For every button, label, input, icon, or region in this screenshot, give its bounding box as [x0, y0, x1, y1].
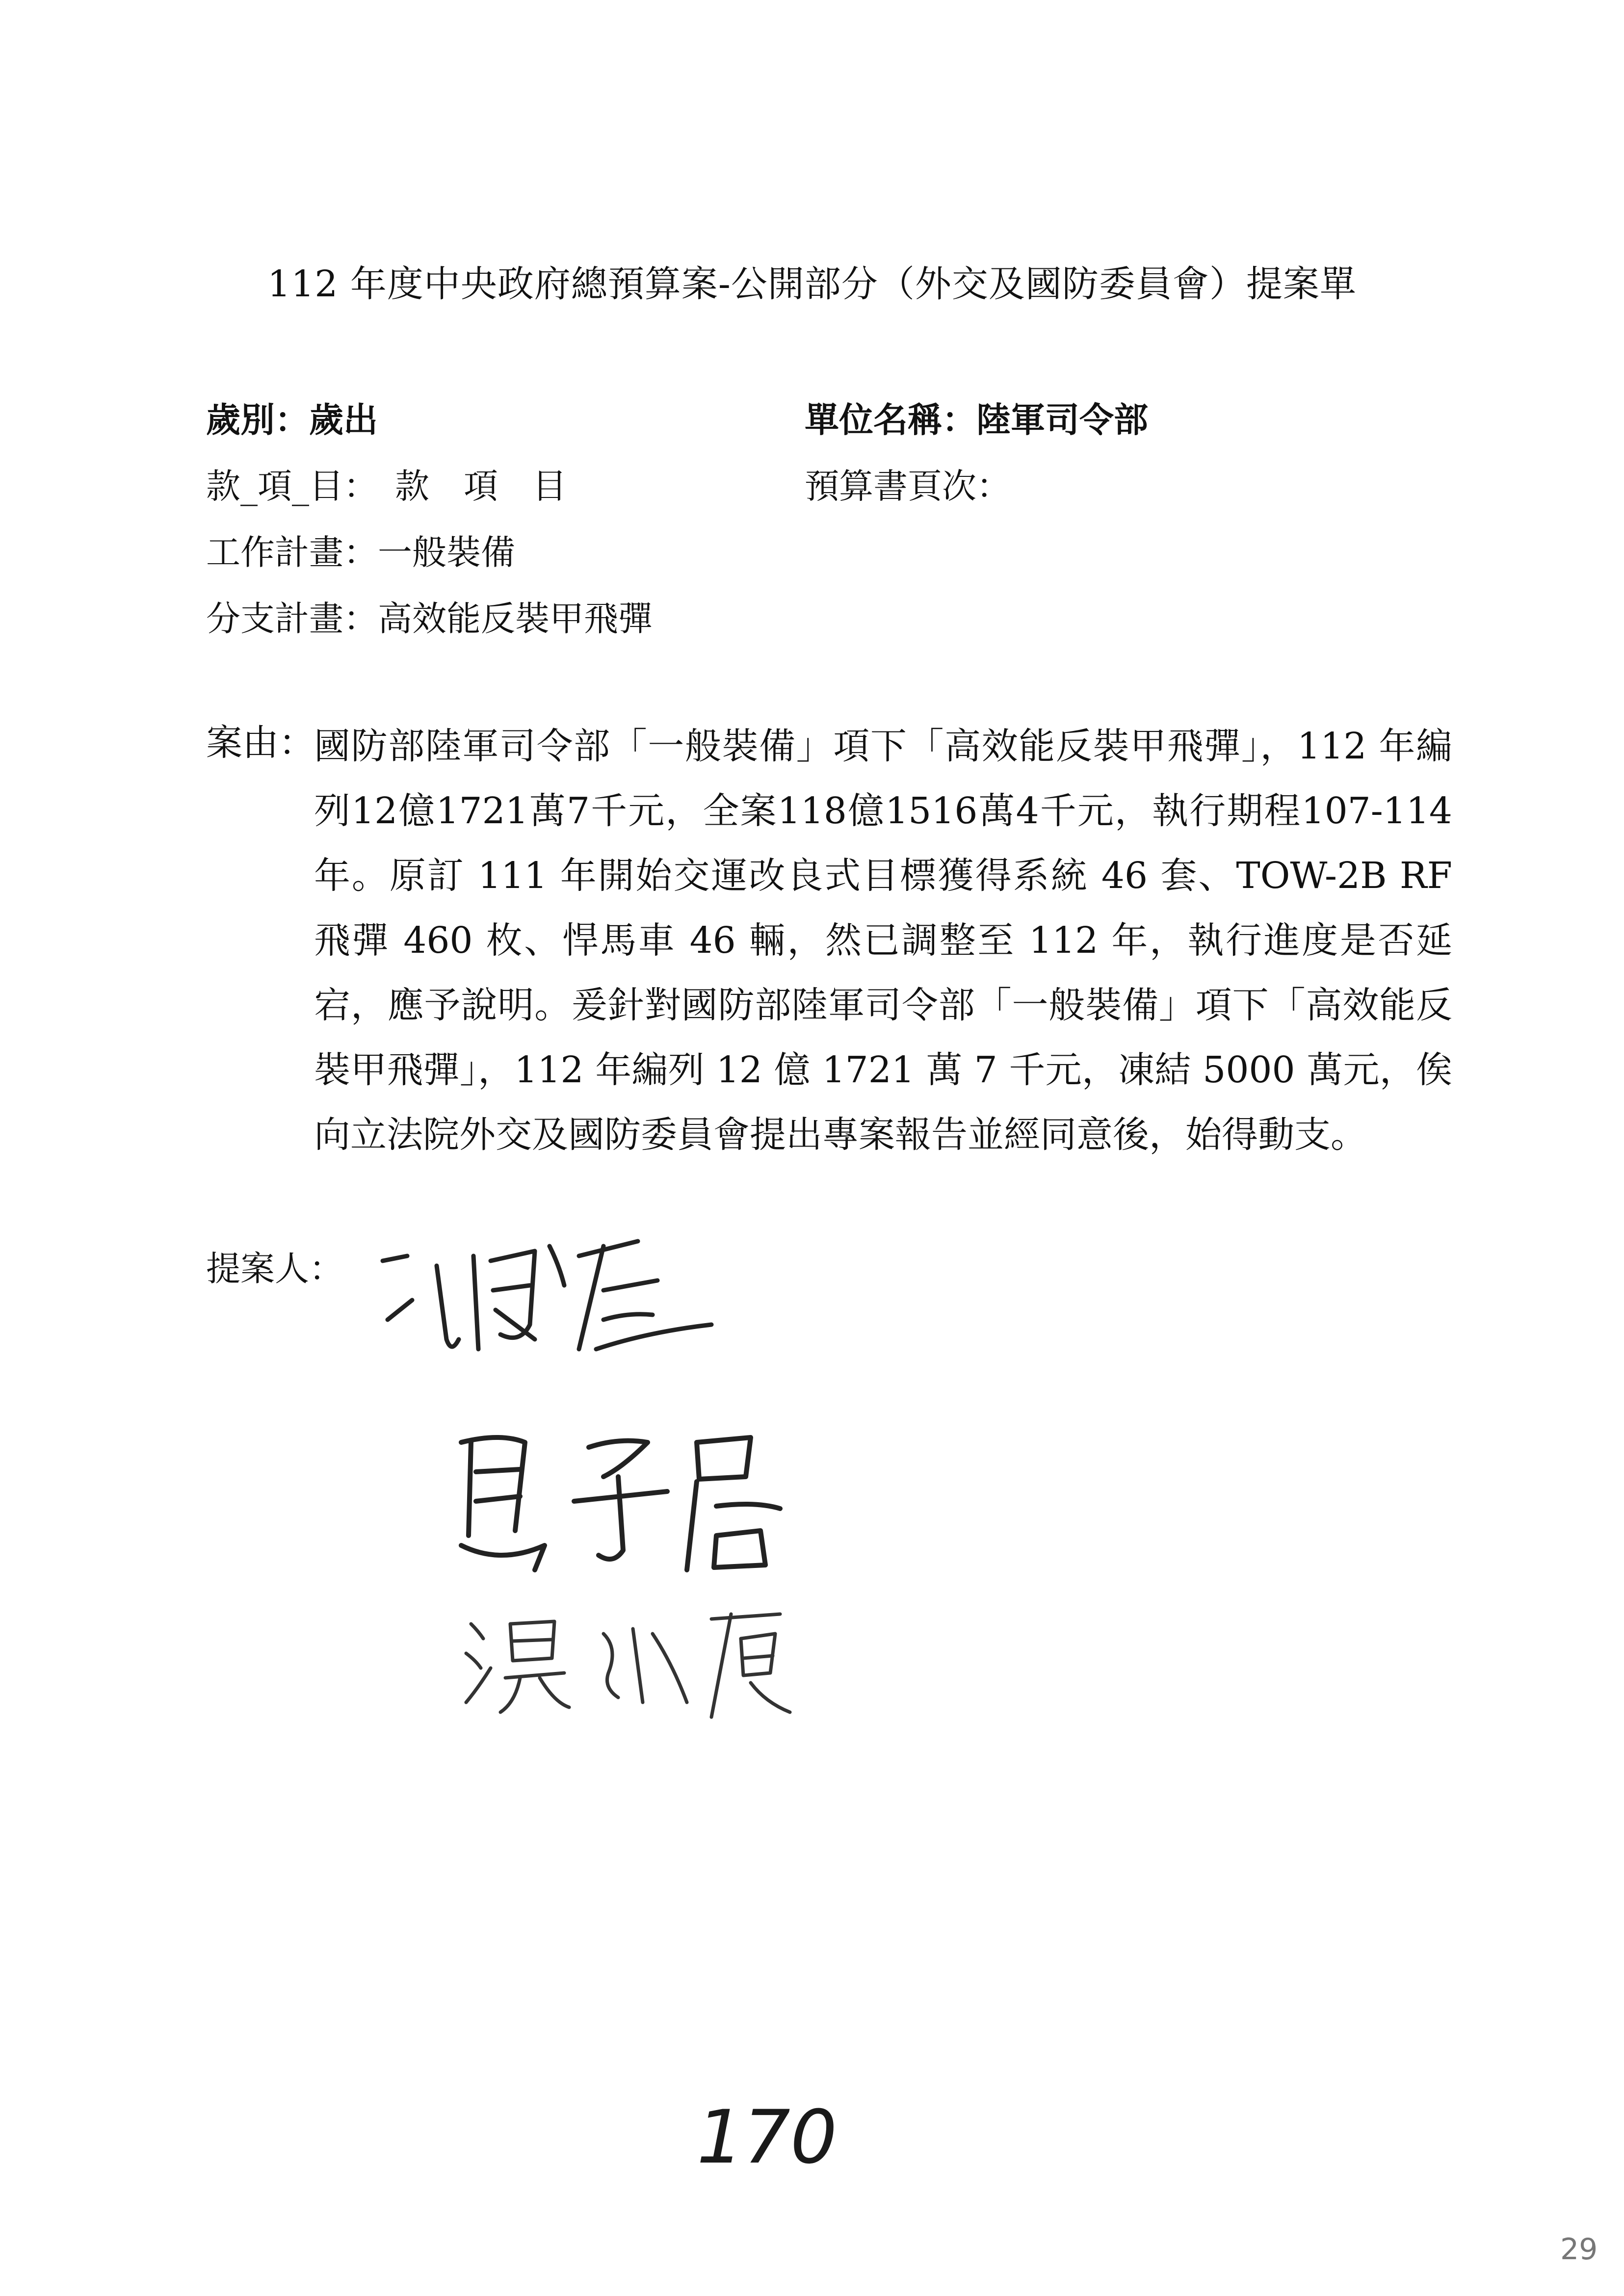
signature-3	[456, 1604, 810, 1732]
corner-mark: 29	[1560, 2232, 1598, 2267]
page-number: 170	[697, 2095, 838, 2180]
signature-1	[373, 1226, 746, 1374]
proposer-label: 提案人：	[206, 1249, 343, 1289]
unit-name-field: 單位名稱：陸軍司令部	[805, 399, 1148, 440]
budget-page-field: 預算書頁次：	[805, 466, 1011, 506]
work-plan-field: 工作計畫：一般裝備	[206, 532, 515, 573]
document-title: 112 年度中央政府總預算案-公開部分（外交及國防委員會）提案單	[267, 263, 1357, 305]
reason-label: 案由：	[206, 722, 315, 764]
signature-2	[442, 1423, 795, 1580]
item-line-field: 款_項_目： 款 項 目	[206, 466, 567, 506]
reason-text: 國防部陸軍司令部「一般裝備」項下「高效能反裝甲飛彈」，112 年編列12億1721萬7千元，全案118億1516萬4千元，執行期程107-114年。原訂 111 年開始交運改良式目標獲得系統 46 套、TOW-2B RF 飛彈 460 枚、悍馬車 46 輛，然已調整至 112 年，執行進度是否延宕，應予說明。爰針對國防部陸軍司令部「一般裝備」項下「高效能反裝甲飛彈」，112 年編列 12 億 1721 萬 7 千元，凍結 5000 萬元，俟向立法院外交及國防委員會提出專案報告並經同意後，始得動支。	[314, 725, 1452, 1156]
year-type-field: 歲別：歲出	[206, 399, 378, 440]
branch-plan-field: 分支計畫：高效能反裝甲飛彈	[206, 599, 653, 639]
